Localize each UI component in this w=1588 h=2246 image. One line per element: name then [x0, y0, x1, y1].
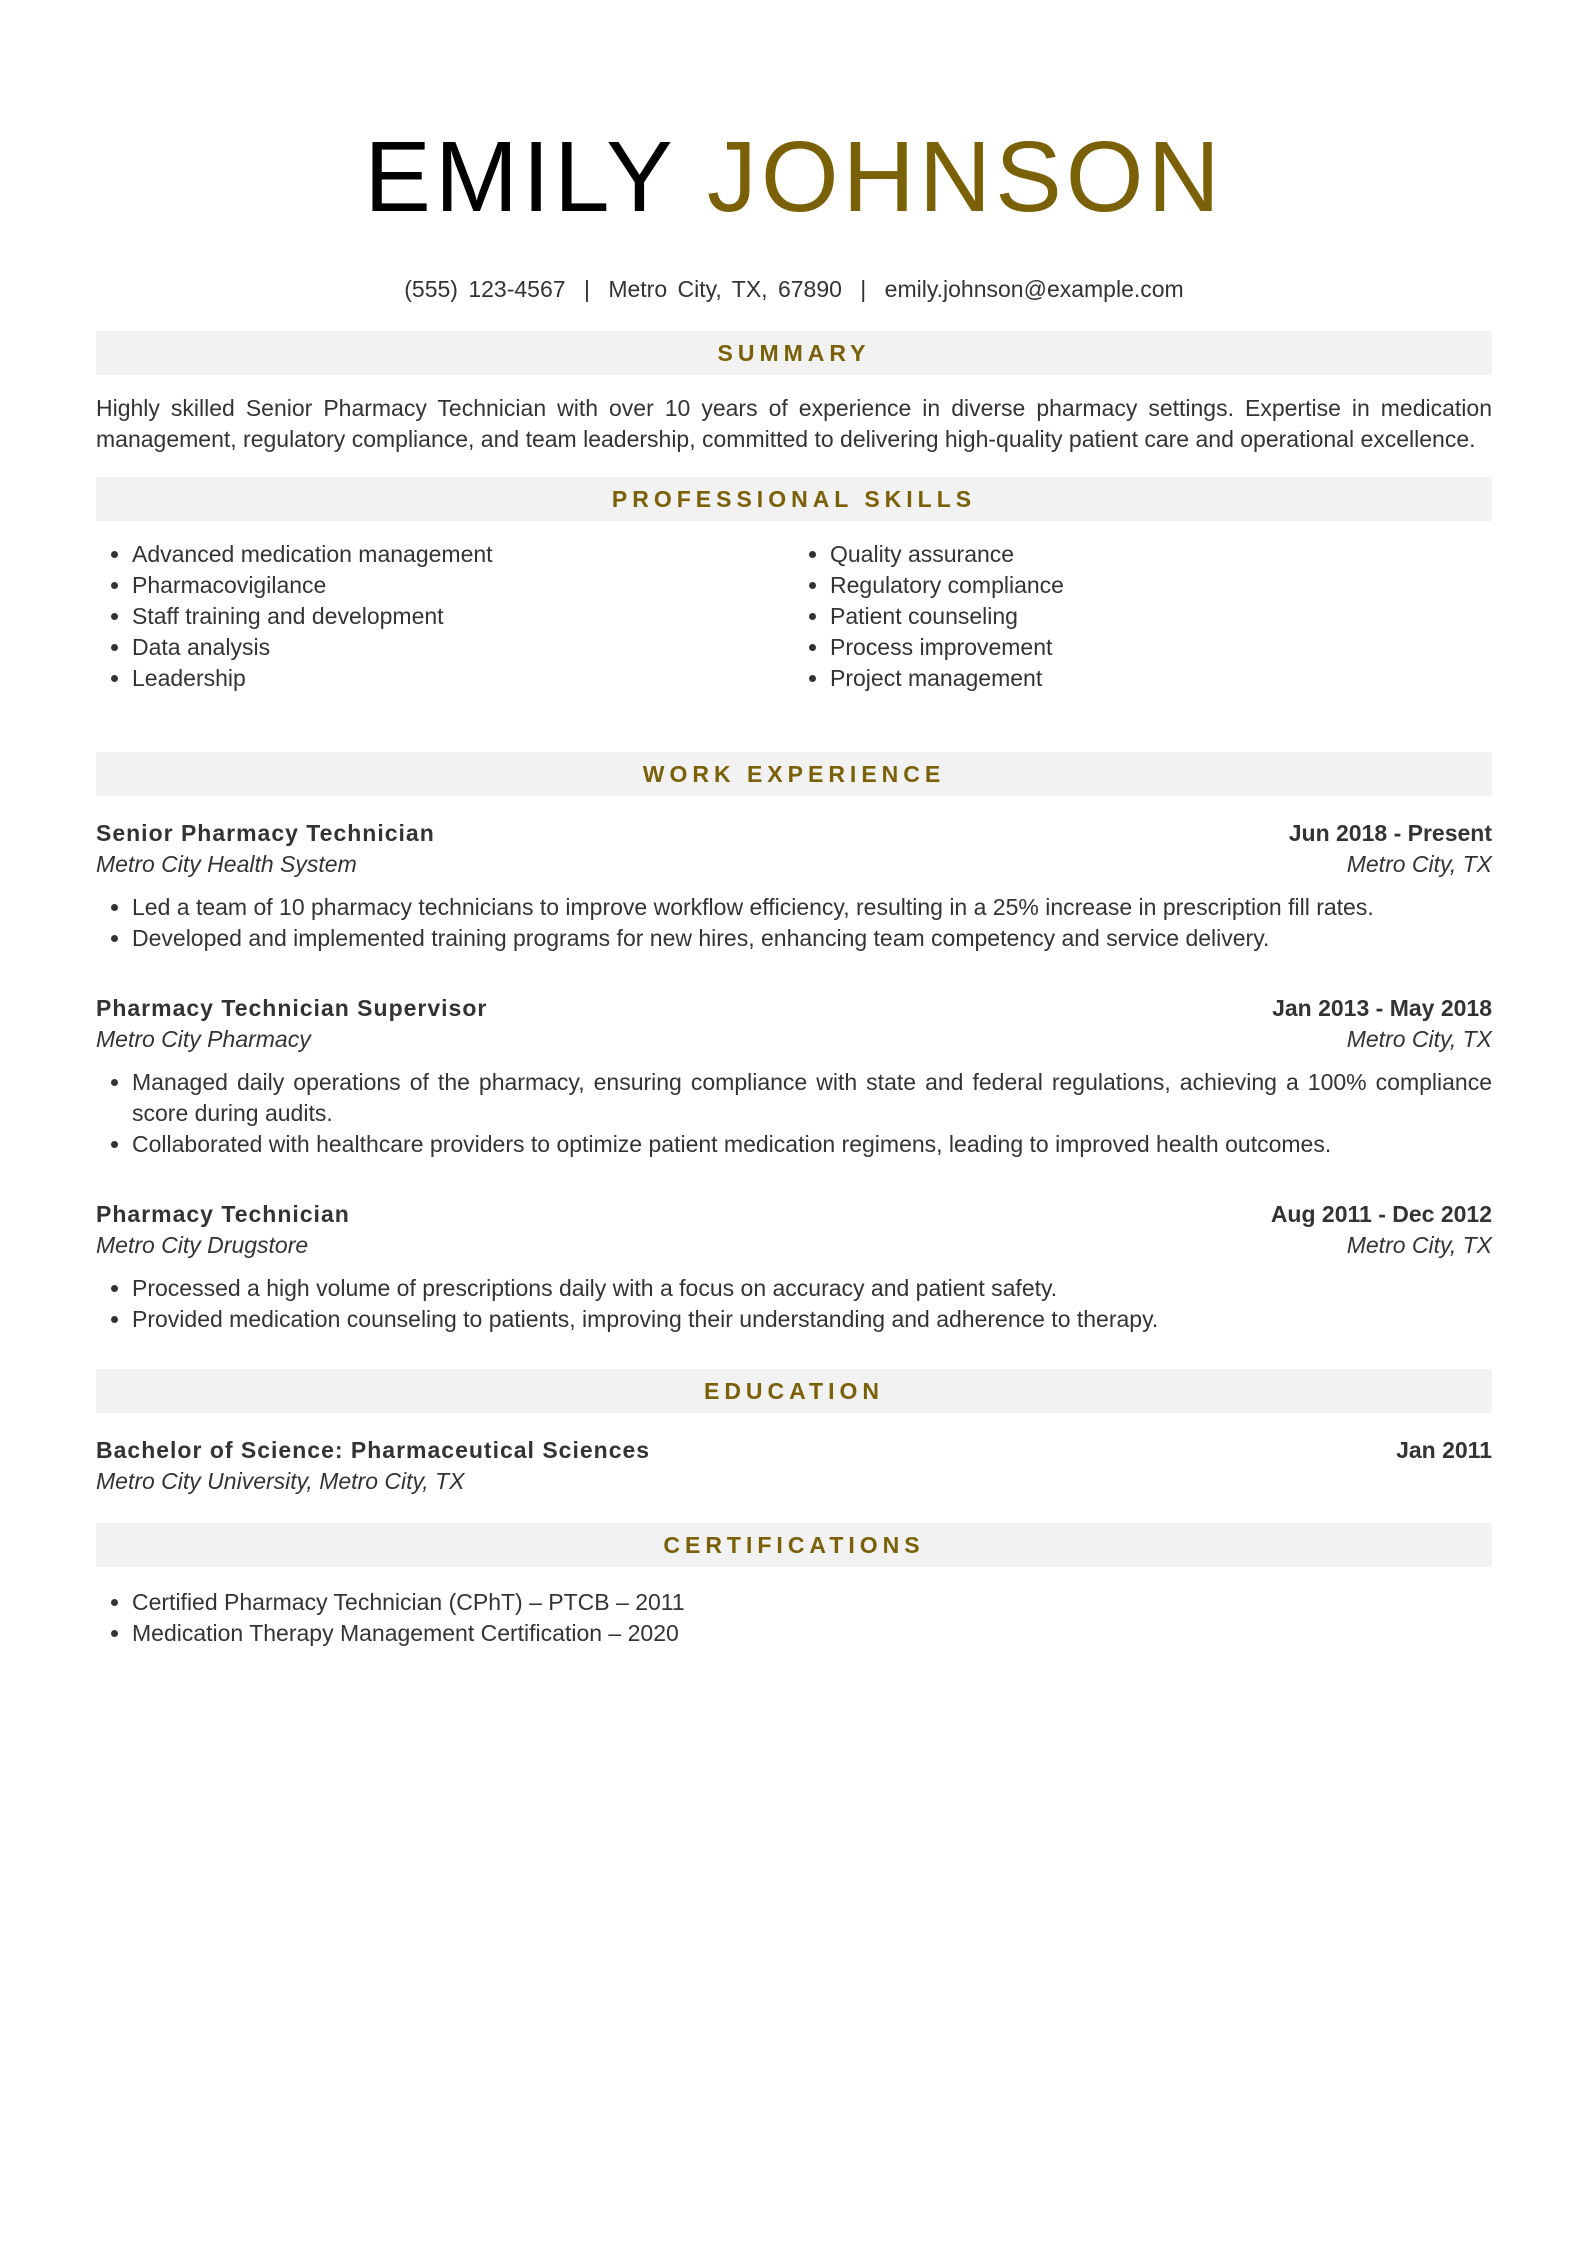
skill-item: • Pharmacovigilance	[132, 570, 794, 601]
experience-heading: WORK EXPERIENCE	[96, 752, 1492, 796]
contact-line	[96, 276, 1492, 303]
first-name: EMILY	[364, 121, 676, 233]
job-bullet: • Provided medication counseling to patients, improving their understanding and adherence to therapy.	[132, 1304, 1492, 1335]
phone: (555) 123-4567	[404, 276, 566, 302]
school: Metro City University, Metro City, TX	[96, 1468, 465, 1494]
skill-item: • Regulatory compliance	[830, 570, 1492, 601]
skill-item: • Staff training and development	[132, 601, 794, 632]
skills-column-right	[794, 539, 1492, 694]
job-location: Metro City, TX	[1346, 1026, 1492, 1052]
job-entry	[96, 1199, 1492, 1335]
job-dates: Jan 2013 - May 2018	[1272, 995, 1492, 1021]
skills-heading: PROFESSIONAL SKILLS	[96, 477, 1492, 521]
education-date: Jan 2011	[1396, 1437, 1492, 1463]
skills-column-left	[96, 539, 794, 694]
job-dates: Jun 2018 - Present	[1288, 820, 1492, 846]
skill-item: • Project management	[830, 663, 1492, 694]
job-dates: Aug 2011 - Dec 2012	[1270, 1201, 1492, 1227]
job-title: Senior Pharmacy Technician	[96, 820, 435, 846]
job-entry	[96, 993, 1492, 1160]
candidate-name	[96, 0, 1492, 236]
job-bullet: • Led a team of 10 pharmacy technicians to improve workflow efficiency, resulting in a 25% increase in prescription fill rates.	[132, 892, 1492, 923]
job-entry	[96, 818, 1492, 954]
job-company: Metro City Drugstore	[96, 1232, 309, 1258]
summary-text: Highly skilled Senior Pharmacy Technician with over 10 years of experience in diverse pharmacy settings. Expertise in medication management, regulatory compliance, and team leadership, committed to delivering high-quality patient care and operational excellence.	[96, 395, 1492, 452]
certifications-heading: CERTIFICATIONS	[96, 1523, 1492, 1567]
degree: Bachelor of Science: Pharmaceutical Sciences	[96, 1437, 651, 1463]
education-entry	[96, 1435, 1492, 1497]
location: Metro City, TX, 67890	[608, 276, 842, 302]
skill-item: • Quality assurance	[830, 539, 1492, 570]
skill-item: • Leadership	[132, 663, 794, 694]
separator: |	[860, 276, 867, 302]
certification-item: • Certified Pharmacy Technician (CPhT) – PTCB – 2011	[132, 1587, 1492, 1618]
summary-heading: SUMMARY	[96, 331, 1492, 375]
job-location: Metro City, TX	[1346, 1232, 1492, 1258]
skill-item: • Advanced medication management	[132, 539, 794, 570]
job-bullet: • Managed daily operations of the pharmacy, ensuring compliance with state and federal regulations, achieving a 100% compliance score during audits.	[132, 1067, 1492, 1129]
certification-item: • Medication Therapy Management Certification – 2020	[132, 1618, 1492, 1649]
job-bullets	[96, 892, 1492, 954]
job-company: Metro City Pharmacy	[96, 1026, 311, 1052]
skill-item: • Process improvement	[830, 632, 1492, 663]
education-heading: EDUCATION	[96, 1369, 1492, 1413]
job-bullet: • Collaborated with healthcare providers to optimize patient medication regimens, leading to improved health outcomes.	[132, 1129, 1492, 1160]
email[interactable]: emily.johnson@example.com	[884, 276, 1184, 302]
skill-item: • Patient counseling	[830, 601, 1492, 632]
certifications-list	[96, 1587, 1492, 1649]
job-bullet: • Processed a high volume of prescriptions daily with a focus on accuracy and patient safety.	[132, 1273, 1492, 1304]
job-bullets	[96, 1067, 1492, 1160]
separator: |	[583, 276, 590, 302]
job-company: Metro City Health System	[96, 851, 357, 877]
skill-item: • Data analysis	[132, 632, 794, 663]
job-bullet: • Developed and implemented training programs for new hires, enhancing team competency and service delivery.	[132, 923, 1492, 954]
job-title: Pharmacy Technician Supervisor	[96, 995, 488, 1021]
job-title: Pharmacy Technician	[96, 1201, 350, 1227]
job-location: Metro City, TX	[1346, 851, 1492, 877]
last-name: JOHNSON	[706, 121, 1224, 233]
skills-list	[96, 539, 1492, 694]
job-bullets	[96, 1273, 1492, 1335]
